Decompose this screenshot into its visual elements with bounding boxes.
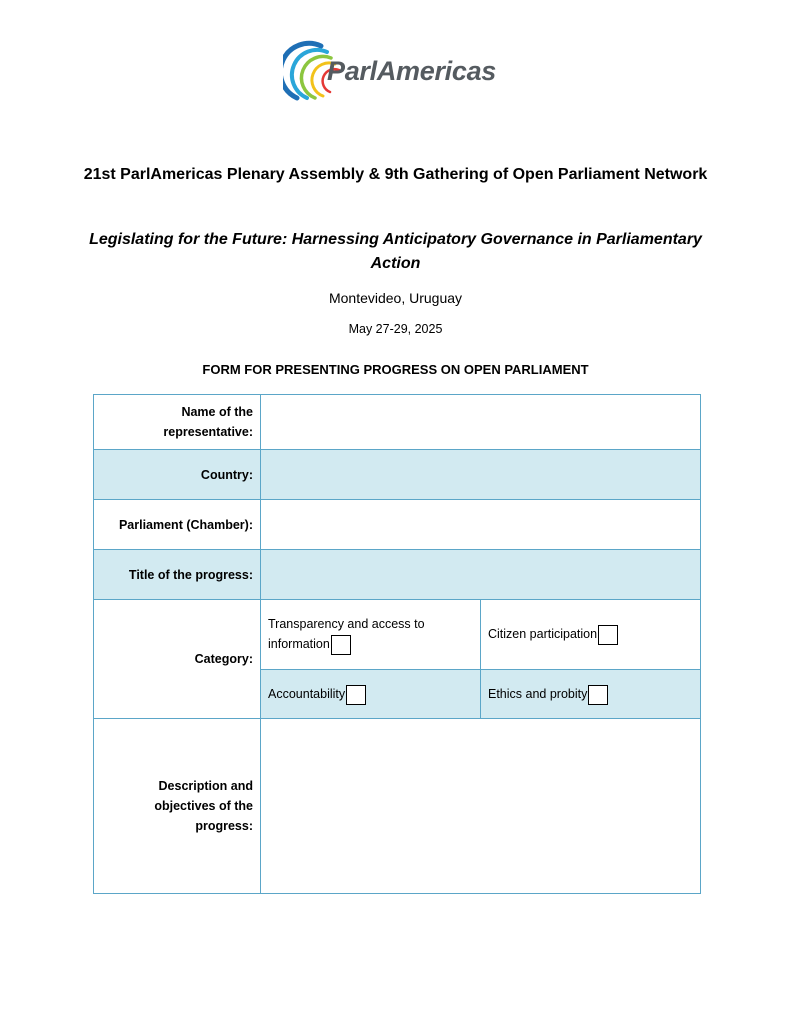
- category-option-ethics: [481, 670, 701, 719]
- citizen-participation-checkbox[interactable]: [598, 625, 618, 645]
- event-title: 21st ParlAmericas Plenary Assembly & 9th Gathering of Open Parliament Network: [83, 166, 708, 183]
- category-option-citizen-participation: [481, 600, 701, 670]
- representative-label: Name of the representative:: [94, 395, 261, 450]
- description-label: Description and objectives of the progress:: [94, 719, 261, 894]
- country-label: Country:: [94, 450, 261, 500]
- category-option-transparency: [261, 600, 481, 670]
- form-row-representative: [94, 395, 701, 450]
- category-option-label: Accountability: [268, 686, 346, 701]
- representative-field[interactable]: [261, 395, 701, 450]
- country-field[interactable]: [261, 450, 701, 500]
- event-dates: May 27-29, 2025: [348, 322, 443, 336]
- description-field[interactable]: [261, 719, 701, 894]
- form-row-category-1: [94, 600, 701, 670]
- transparency-checkbox[interactable]: [331, 635, 351, 655]
- logo-wordmark: ParlAmericas: [327, 56, 497, 86]
- category-option-label: Citizen participation: [488, 627, 598, 641]
- parlamericas-logo: [283, 40, 513, 106]
- progress-form: [93, 394, 701, 894]
- progress-title-field[interactable]: [261, 550, 701, 600]
- form-row-progress-title: [94, 550, 701, 600]
- ethics-probity-checkbox[interactable]: [588, 685, 608, 705]
- form-row-country: [94, 450, 701, 500]
- category-option-accountability: [261, 670, 481, 719]
- category-option-label: Ethics and probity: [488, 686, 588, 701]
- accountability-checkbox[interactable]: [346, 685, 366, 705]
- category-option-label: Transparency and access to information: [268, 617, 425, 651]
- form-heading: FORM FOR PRESENTING PROGRESS ON OPEN PARLIAMENT: [202, 362, 589, 377]
- parliament-field[interactable]: [261, 500, 701, 550]
- form-row-parliament: [94, 500, 701, 550]
- form-row-description: [94, 719, 701, 894]
- parliament-label: Parliament (Chamber):: [94, 500, 261, 550]
- event-location: Montevideo, Uruguay: [328, 290, 463, 306]
- progress-title-label: Title of the progress:: [94, 550, 261, 600]
- category-label: Category:: [94, 600, 261, 719]
- event-subtitle: Legislating for the Future: Harnessing Anticipatory Governance in Parliamentary Action: [89, 231, 702, 272]
